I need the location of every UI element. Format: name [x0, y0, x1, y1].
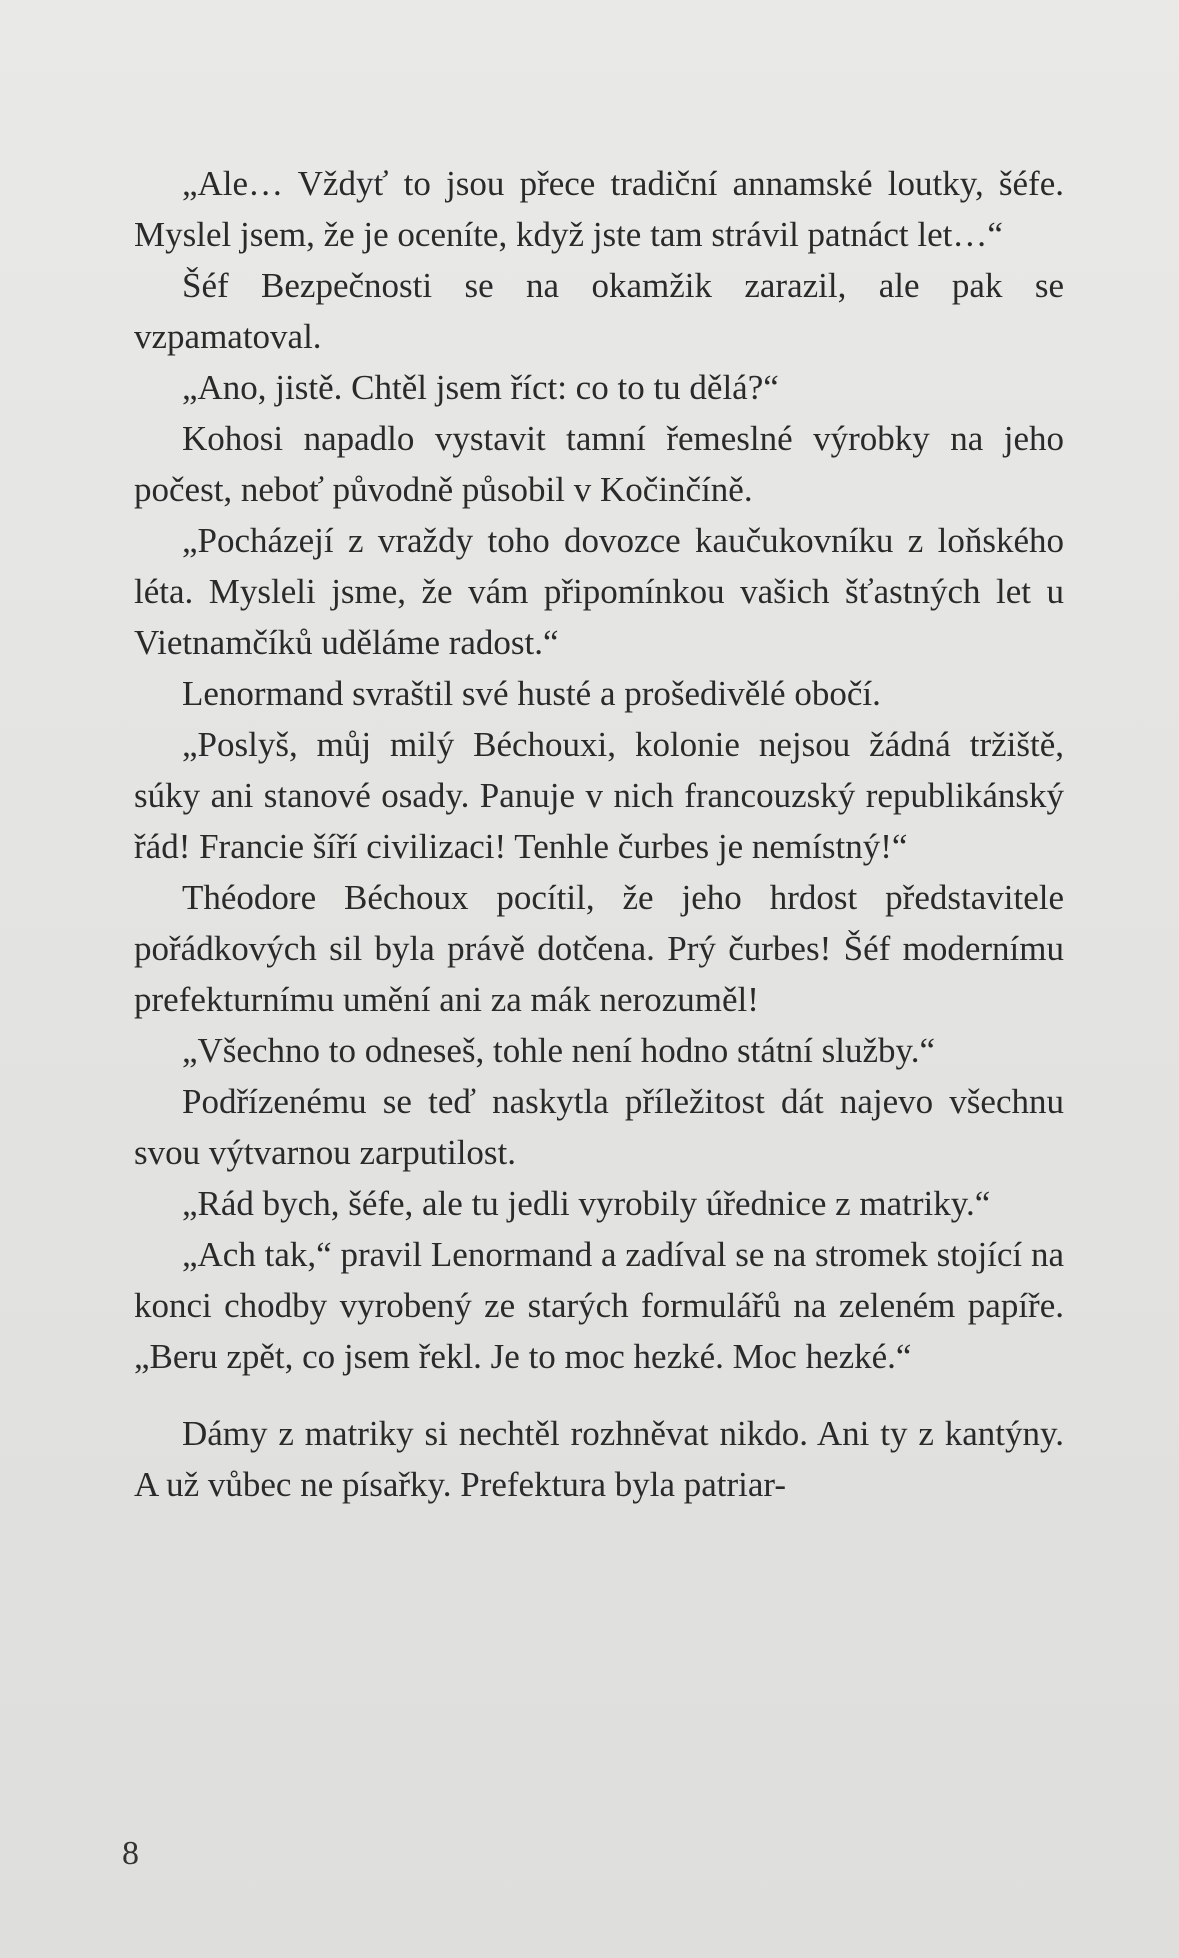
paragraph: Podřízenému se teď naskytla příležitost dát najevo všechnu svou výtvarnou zarputilost. — [134, 1082, 1064, 1172]
body-text — [134, 158, 1064, 1510]
paragraph: „Všechno to odneseš, tohle není hodno státní služby.“ — [182, 1031, 935, 1070]
paragraph: „Poslyš, můj milý Béchouxi, kolonie nejsou žádná tržiště, súky ani stanové osady. Panuje v nich francouzský republikánský řád! Francie šíří civilizaci! Tenhle čurbes je nemístný!“ — [134, 725, 1064, 866]
paragraph: Lenormand svraštil své husté a prošedivělé obočí. — [182, 674, 881, 713]
paragraph: Théodore Béchoux pocítil, že jeho hrdost představitele pořádkových sil byla právě dotčena. Prý čurbes! Šéf modernímu prefekturnímu umění ani za mák nerozuměl! — [134, 878, 1064, 1019]
paragraph: „Ach tak,“ pravil Lenormand a zadíval se na stromek stojící na konci chodby vyrobený ze starých formulářů na zeleném papíře. „Beru zpět, co jsem řekl. Je to moc hezké. Moc hezké.“ — [134, 1235, 1064, 1376]
page-number: 8 — [122, 1835, 139, 1872]
paragraph: „Pocházejí z vraždy toho dovozce kaučukovníku z loňského léta. Mysleli jsme, že vám připomínkou vašich šťastných let u Vietnamčíků uděláme radost.“ — [134, 521, 1064, 662]
paragraph: Šéf Bezpečnosti se na okamžik zarazil, ale pak se vzpamatoval. — [134, 266, 1064, 356]
paragraph: Kohosi napadlo vystavit tamní řemeslné výrobky na jeho počest, neboť původně působil v Kočinčíně. — [134, 419, 1064, 509]
paragraph: „Ale… Vždyť to jsou přece tradiční annamské loutky, šéfe. Myslel jsem, že je oceníte, když jste tam strávil patnáct let…“ — [134, 164, 1064, 254]
paragraph: Dámy z matriky si nechtěl rozhněvat nikdo. Ani ty z kantýny. A už vůbec ne písařky. Prefektura byla patriar- — [134, 1414, 1064, 1504]
paragraph: „Ano, jistě. Chtěl jsem říct: co to tu dělá?“ — [182, 368, 779, 407]
paragraph: „Rád bych, šéfe, ale tu jedli vyrobily úřednice z matriky.“ — [182, 1184, 991, 1223]
